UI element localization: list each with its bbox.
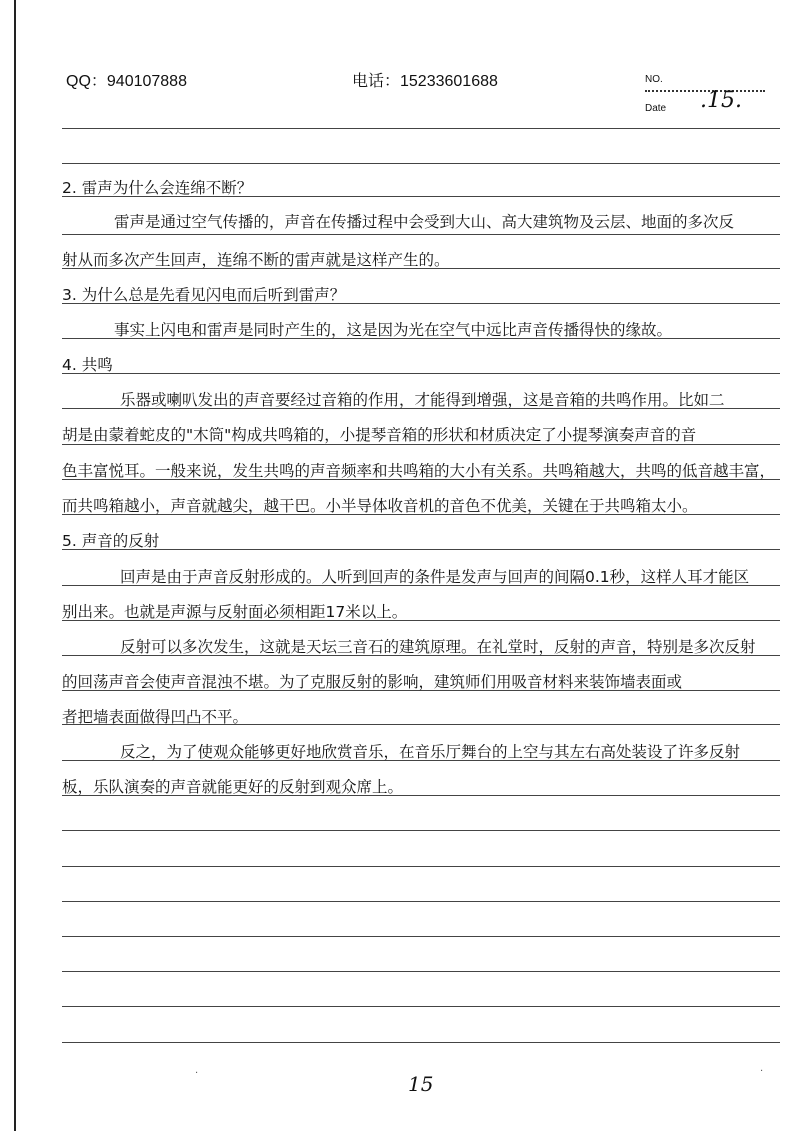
page-number: 15 — [408, 1072, 434, 1096]
text-line: 反射可以多次发生，这就是天坛三音石的建筑原理。在礼堂时，反射的声音，特别是多次反射 — [120, 638, 756, 656]
date-value: .15. — [700, 88, 742, 113]
text-line: 3. 为什么总是先看见闪电而后听到雷声？ — [62, 286, 346, 304]
text-line: 胡是由蒙着蛇皮的"木筒"构成共鸣箱的，小提琴音箱的形状和材质决定了小提琴演奏声音的音 — [62, 426, 697, 444]
ruled-line — [62, 936, 780, 937]
header-phone: 电话：15233601688 — [352, 73, 498, 90]
text-line: 2. 雷声为什么会连绵不断？ — [62, 179, 253, 197]
scan-mark: · — [760, 1066, 764, 1077]
scan-mark: · — [195, 1068, 199, 1079]
text-line: 事实上闪电和雷声是同时产生的，这是因为光在空气中远比声音传播得快的缘故。 — [114, 321, 673, 339]
text-line: 雷声是通过空气传播的，声音在传播过程中会受到大山、高大建筑物及云层、地面的多次反 — [114, 213, 735, 231]
text-line: 而共鸣箱越小，声音就越尖，越干巴。小半导体收音机的音色不优美，关键在于共鸣箱太小。 — [62, 497, 698, 515]
ruled-line — [62, 1006, 780, 1007]
ruled-line — [62, 971, 780, 972]
ruled-line — [62, 234, 780, 235]
text-line: 乐器或喇叭发出的声音要经过音箱的作用，才能得到增强，这是音箱的共鸣作用。比如二 — [120, 391, 725, 409]
text-line: 者把墙表面做得凹凸不平。 — [62, 708, 249, 726]
header-qq: QQ：940107888 — [66, 73, 187, 90]
ruled-line — [62, 163, 780, 164]
binding-edge — [14, 0, 16, 1131]
text-line: 5. 声音的反射 — [62, 532, 160, 550]
text-line: 4. 共鸣 — [62, 356, 113, 374]
date-label: Date — [645, 103, 667, 114]
ruled-line — [62, 901, 780, 902]
text-line: 别出来。也就是声源与反射面必须相距17米以上。 — [62, 603, 408, 621]
text-line: 回声是由于声音反射形成的。人听到回声的条件是发声与回声的间隔0.1秒，这样人耳才能区 — [120, 568, 750, 586]
text-line: 射从而多次产生回声，连绵不断的雷声就是这样产生的。 — [62, 251, 450, 269]
ruled-line — [62, 830, 780, 831]
text-line: 反之，为了使观众能够更好地欣赏音乐，在音乐厅舞台的上空与其左右高处装设了许多反射 — [120, 743, 741, 761]
ruled-line — [62, 866, 780, 867]
ruled-line — [62, 1042, 780, 1043]
text-line: 色丰富悦耳。一般来说，发生共鸣的声音频率和共鸣箱的大小有关系。共鸣箱越大，共鸣的低音越丰富， — [62, 462, 776, 480]
ruled-line — [62, 128, 780, 129]
text-line: 的回荡声音会使声音混浊不堪。为了克服反射的影响，建筑师们用吸音材料来装饰墙表面或 — [62, 673, 683, 691]
text-line: 板，乐队演奏的声音就能更好的反射到观众席上。 — [62, 778, 404, 796]
no-label: NO. — [645, 74, 663, 85]
